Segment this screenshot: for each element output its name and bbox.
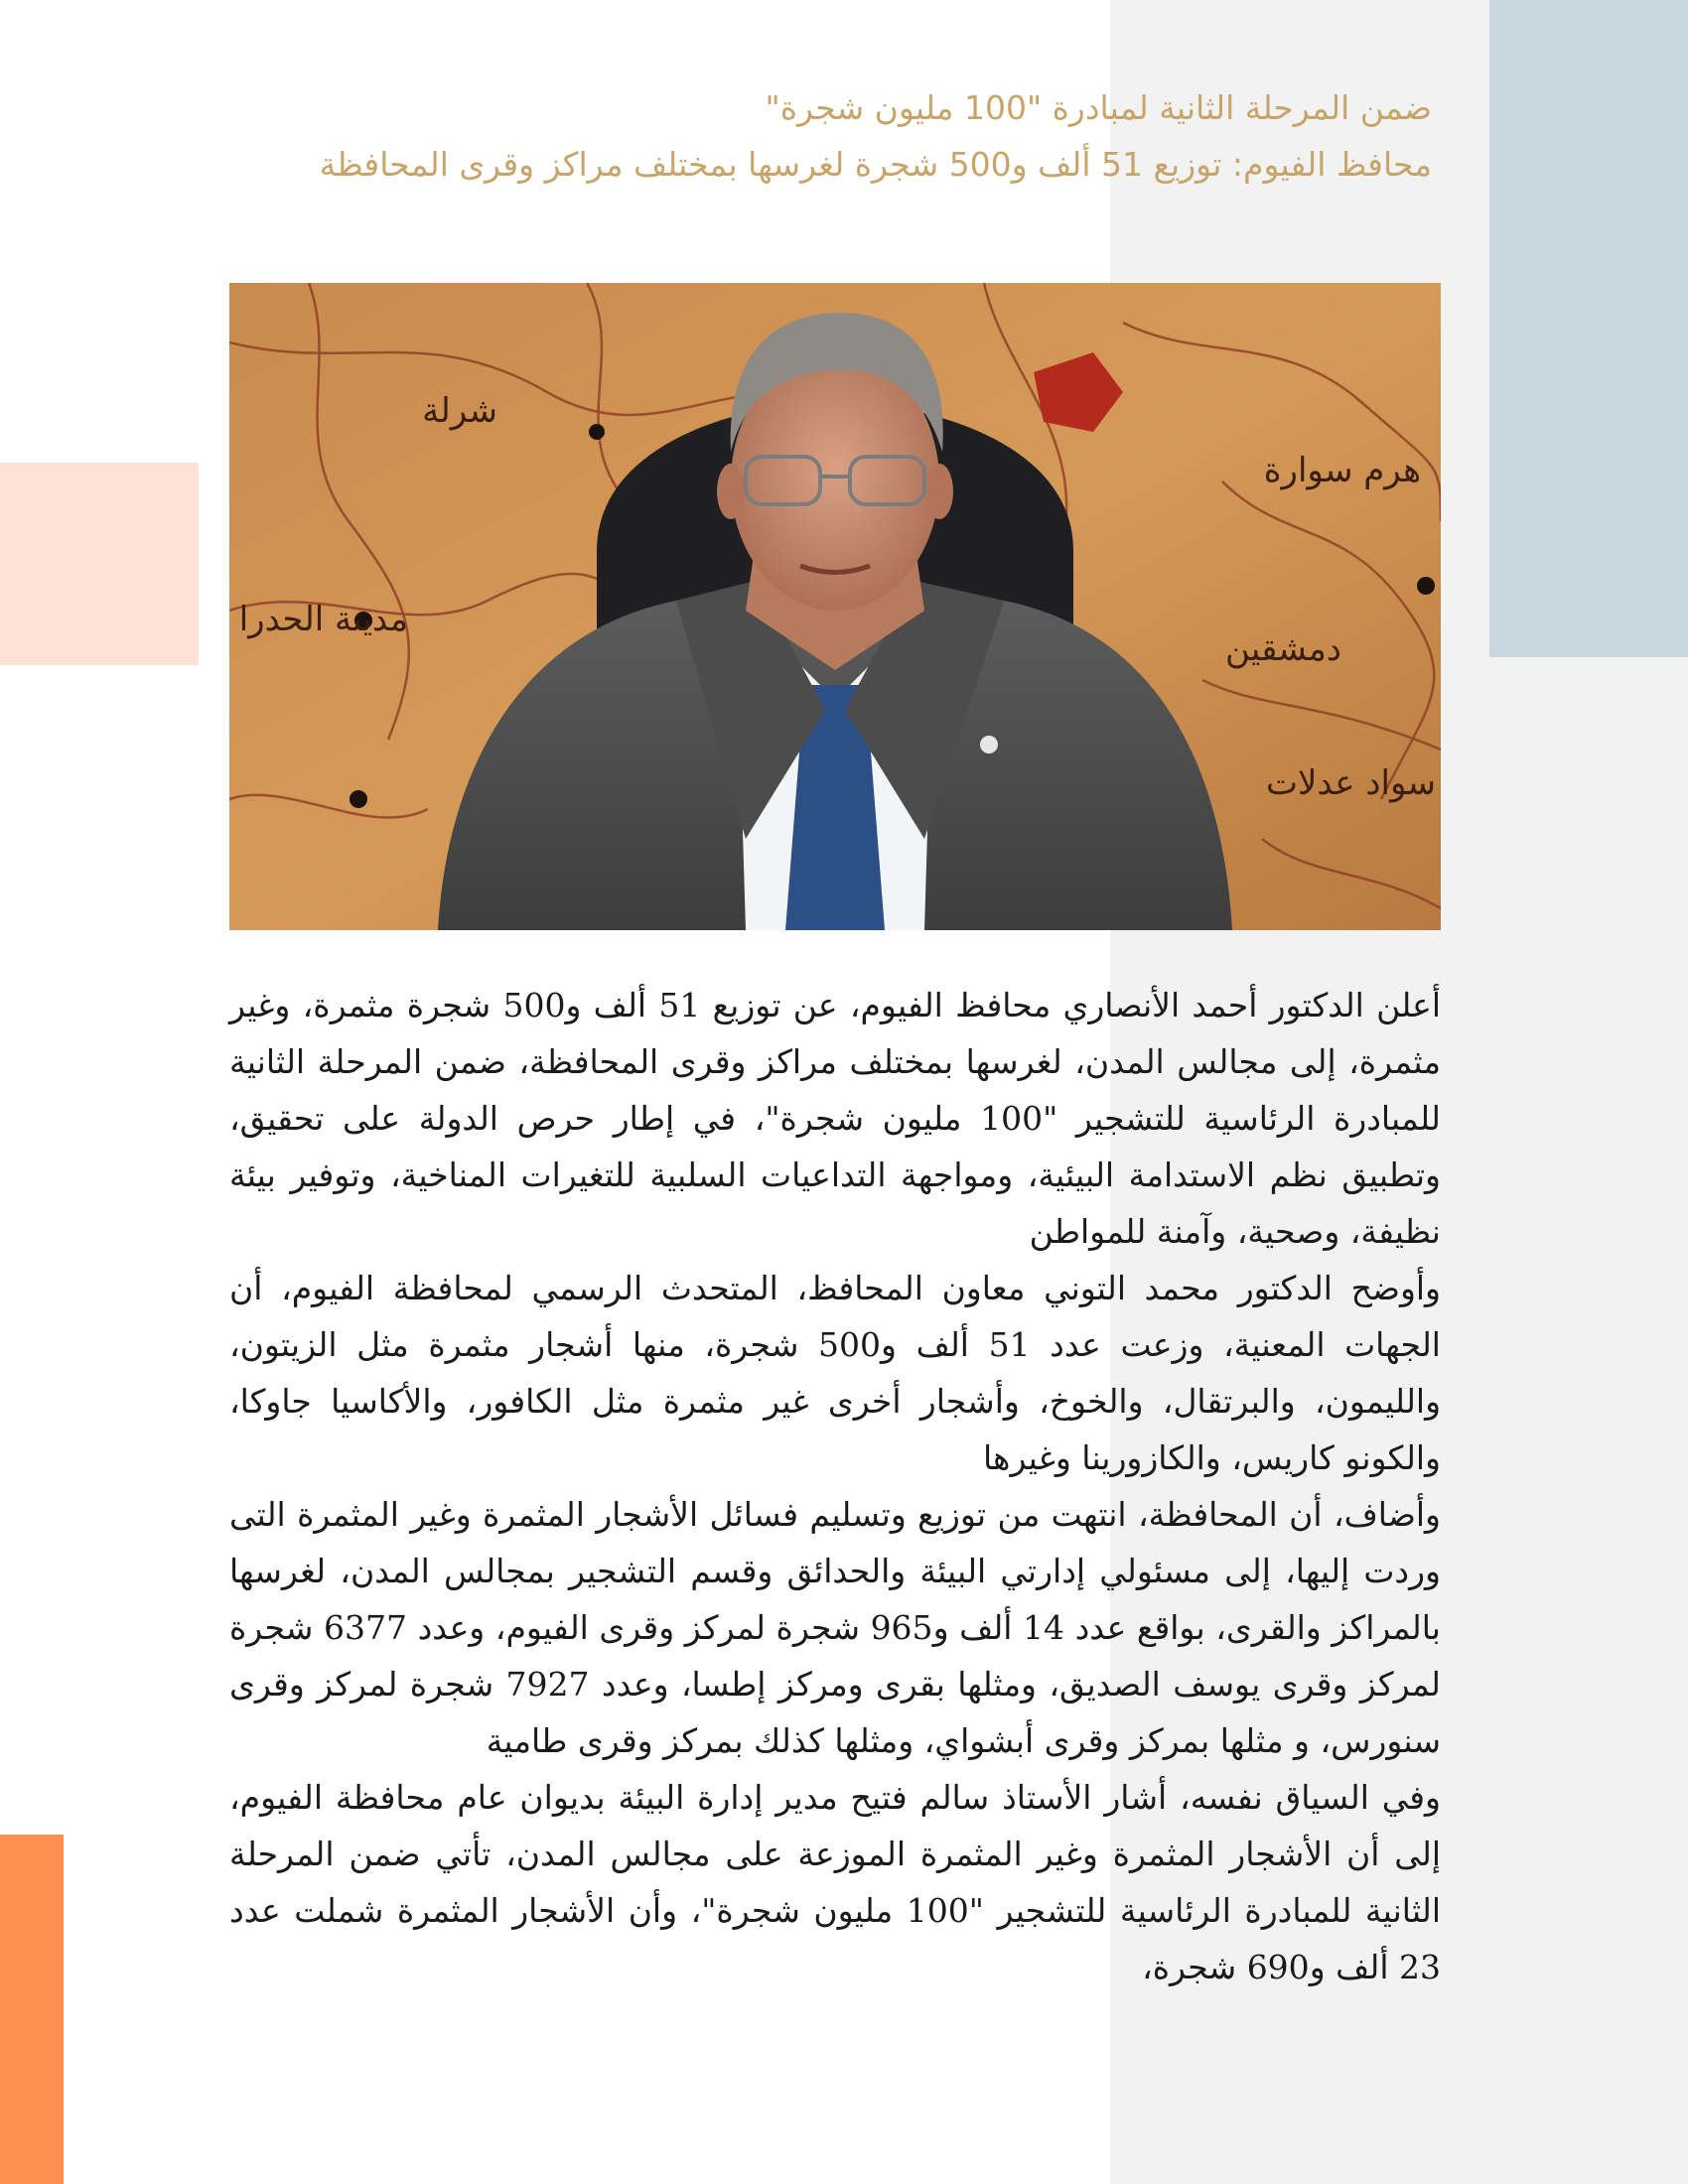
map-label-a: شرلة [422,391,497,431]
governor-photo [229,283,1441,930]
map-label-d: دمشقين [1224,629,1341,669]
map-label-e: سواد عدلات [1266,763,1436,803]
decorative-orange-block [0,1835,64,2184]
article-paragraph: وفي السياق نفسه، أشار الأستاذ سالم فتيح مدير إدارة البيئة بديوان عام محافظة الفيوم، إلى أن الأشجار المثمرة وغير المثمرة الموزعة على مجالس المدن، تأتي ضمن المرحلة الثانية للمبادرة الرئاسية للتشجير "100 مليون شجرة"، وأن الأشجار المثمرة شملت عدد 23 ألف و690 شجرة، [229,1778,1442,1986]
decorative-peach-block [0,463,199,665]
article-paragraph: أعلن الدكتور أحمد الأنصاري محافظ الفيوم، عن توزيع 51 ألف و500 شجرة مثمرة، وغير مثمرة، إلى مجالس المدن، لغرسها بمختلف مراكز وقرى المحافظة، ضمن المرحلة الثانية للمبادرة الرئاسية للتشجير "100 مليون شجرة"، في إطار حرص الدولة على تحقيق، وتطبيق نظم الاستدامة البيئية، ومواجهة التداعيات السلبية للتغيرات المناخية، وتوفير بيئة نظيفة، وصحية، وآمنة للمواطن [229,986,1441,1251]
map-label-c: مدينة الحدرا [238,600,408,639]
article-paragraph: وأوضح الدكتور محمد التوني معاون المحافظ، المتحدث الرسمي لمحافظة الفيوم، أن الجهات المعنية، وزعت عدد 51 ألف و500 شجرة، منها أشجار مثمرة مثل الزيتون، والليمون، والبرتقال، والخوخ، وأشجار أخرى غير مثمرة مثل الكافور، والأكاسيا جاوكا، والكونو كاريس، والكازورينا وغيرها [229,1269,1441,1477]
article-headline [318,79,1432,193]
decorative-blue-block [1489,0,1688,657]
headline-main: محافظ الفيوم: توزيع 51 ألف و500 شجرة لغرسها بمختلف مراكز وقرى المحافظة [319,145,1432,184]
lapel-pin-icon [980,736,998,753]
article-body [229,977,1441,1995]
map-label-b: هرم سوارة [1263,451,1421,490]
article-paragraph: وأضاف، أن المحافظة، انتهت من توزيع وتسليم فسائل الأشجار المثمرة وغير المثمرة التى وردت إليها، إلى مسئولي إدارتي البيئة والحدائق وقسم التشجير بمجالس المدن، لغرسها بالمراكز والقرى، بواقع عدد 14 ألف و965 شجرة لمركز وقرى الفيوم، وعدد 6377 شجرة لمركز وقرى يوسف الصديق، ومثلها بقرى ومركز إطسا، وعدد 7927 شجرة لمركز وقرى سنورس، و مثلها بمركز وقرى أبشواي، ومثلها كذلك بمركز وقرى طامية [229,1495,1441,1760]
headline-kicker: ضمن المرحلة الثانية لمبادرة "100 مليون شجرة" [765,88,1432,127]
